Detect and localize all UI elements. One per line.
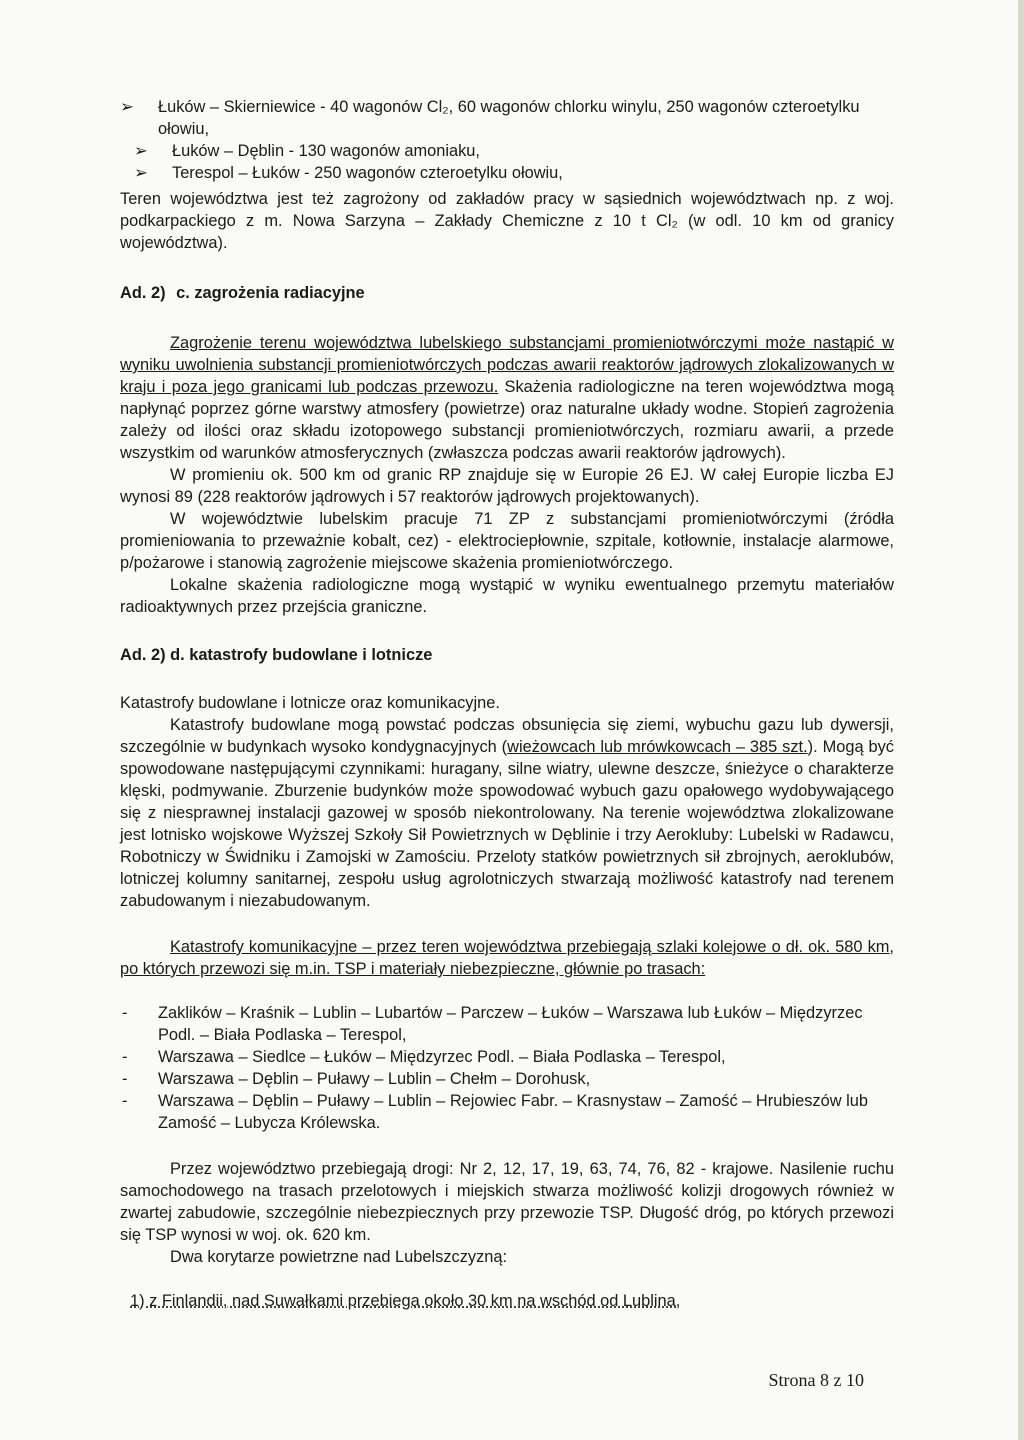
paragraph-korytarze: Dwa korytarze powietrzne nad Lubelszczyzną:: [170, 1248, 508, 1266]
hazmat-route-list: [120, 96, 894, 184]
list-item: ➢ Łuków – Dęblin - 130 wagonów amoniaku,: [134, 142, 480, 160]
list-item: ➢ Terespol – Łuków - 250 wagonów czteroetylku ołowiu,: [134, 164, 563, 182]
paragraph-radiation: Zagrożenie terenu województwa lubelskiego substancjami promieniotwórczymi może nastąpić w wyniku uwolnienia substancji promieniotwórczych podczas awarii reaktorów jądrowych zlokalizowanych w kraju i poza jego granicami lub podczas przewozu. Skażenia radiologiczne na teren województwa mogą napłynąć poprzez górne warstwy atmosfery (powietrze) oraz naturalne układy wodne. Stopień zagrożenia zależy od ilości oraz składu izotopowego substancji promieniotwórczych, rozmiaru awarii, a przede wszystkim od warunków atmosferycznych (zwłaszcza podczas awarii reaktorów jądrowych).: [120, 334, 894, 462]
paragraph-kat-intro: Katastrofy budowlane i lotnicze oraz komunikacyjne.: [120, 694, 500, 712]
paragraph-finlandia: 1) z Finlandii, nad Suwałkami przebiega około 30 km na wschód od Lublina,: [130, 1292, 681, 1310]
rail-route-list: [120, 1002, 894, 1134]
arrow-bullet-icon: ➢: [134, 164, 148, 182]
paragraph-promien: W promieniu ok. 500 km od granic RP znajduje się w Europie 26 EJ. W całej Europie liczba EJ wynosi 89 (228 reaktorów jądrowych i 57 reaktorów jądrowych projektowanych).: [120, 466, 894, 506]
arrow-bullet-icon: ➢: [120, 98, 134, 116]
paragraph-kat-budowlane: Katastrofy budowlane mogą powstać podczas obsunięcia się ziemi, wybuchu gazu lub dywersji, szczególnie w budynkach wysoko kondygnacyjnych (wieżowcach lub mrówkowcach – 385 szt.). Mogą być spowodowane następującymi czynnikami: huragany, silne wiatry, ulewne deszcze, śnieżyce o charakterze klęski, podmywanie. Zburzenie budynków może spowodować wybuch gazu opałowego wydobywającego się z niesprawnej instalacji gazowej w sposób niekontrolowany. Na terenie województwa zlokalizowane jest lotnisko wojskowe Wyższej Szkoły Sił Powietrznych w Dęblinie i trzy Aerokluby: Lubelski w Radawcu, Robotniczy w Świdniku i Zamojski w Zamościu. Przeloty statków powietrznych sił zbrojnych, aeroklubów, lotniczej kolumny sanitarnej, zespołu usług agrolotniczych stwarzają możliwość katastrofy nad terenem zabudowanym i niezabudowanym.: [120, 716, 894, 910]
page-number: Strona 8 z 10: [768, 1370, 864, 1390]
paragraph-teren: Teren województwa jest też zagrożony od zakładów pracy w sąsiednich województwach np. z woj. podkarpackiego z m. Nowa Sarzyna – Zakłady Chemiczne z 10 t Cl₂ (w odl. 10 km od granicy województwa).: [120, 190, 894, 252]
list-item: ➢ Łuków – Skierniewice - 40 wagonów Cl₂, 60 wagonów chlorku winylu, 250 wagonów czteroetylku ołowiu,: [120, 98, 860, 138]
list-item: - Warszawa – Siedlce – Łuków – Międzyrzec Podl. – Biała Podlaska – Terespol,: [122, 1048, 726, 1066]
section-heading-disasters: Ad. 2) d. katastrofy budowlane i lotnicze: [120, 646, 433, 664]
paragraph-drogi: Przez województwo przebiegają drogi: Nr 2, 12, 17, 19, 63, 74, 76, 82 - krajowe. Nasilenie ruchu samochodowego na trasach przelotowych i miejskich stwarza możliwość kolizji drogowych również w zwartej zabudowie, szczególnie niebezpiecznych przy przewozie TSP. Długość dróg, po których przewozi się TSP wynosi w woj. ok. 620 km.: [120, 1160, 894, 1244]
paragraph-zp: W województwie lubelskim pracuje 71 ZP z substancjami promieniotwórczymi (źródła promieniowania to przeważnie kobalt, cez) - elektrociepłownie, szpitale, kotłownie, instalacje alarmowe, p/pożarowe i stanowią zagrożenie miejscowe skażenia promieniotwórczego.: [120, 510, 894, 572]
arrow-bullet-icon: ➢: [134, 142, 148, 160]
paragraph-lokalne: Lokalne skażenia radiologiczne mogą wystąpić w wyniku ewentualnego przemytu materiałów radioaktywnych przez przejścia graniczne.: [120, 576, 894, 616]
paragraph-komunikacyjne: Katastrofy komunikacyjne – przez teren województwa przebiegają szlaki kolejowe o dł. ok. 580 km, po których przewozi się m.in. TSP i materiały niebezpieczne, głównie po trasach:: [120, 938, 894, 978]
section-heading-radiation: Ad. 2) c. zagrożenia radiacyjne: [120, 284, 365, 302]
list-item: - Warszawa – Dęblin – Puławy – Lublin – Chełm – Dorohusk,: [122, 1070, 591, 1088]
list-item: - Zaklików – Kraśnik – Lublin – Lubartów – Parczew – Łuków – Warszawa lub Łuków – Międzyrzec Podl. – Biała Podlaska – Terespol,: [122, 1004, 863, 1044]
list-item: - Warszawa – Dęblin – Puławy – Lublin – Rejowiec Fabr. – Krasnystaw – Zamość – Hrubieszów lub Zamość – Lubycza Królewska.: [122, 1092, 868, 1132]
scan-edge: [1018, 0, 1024, 1440]
